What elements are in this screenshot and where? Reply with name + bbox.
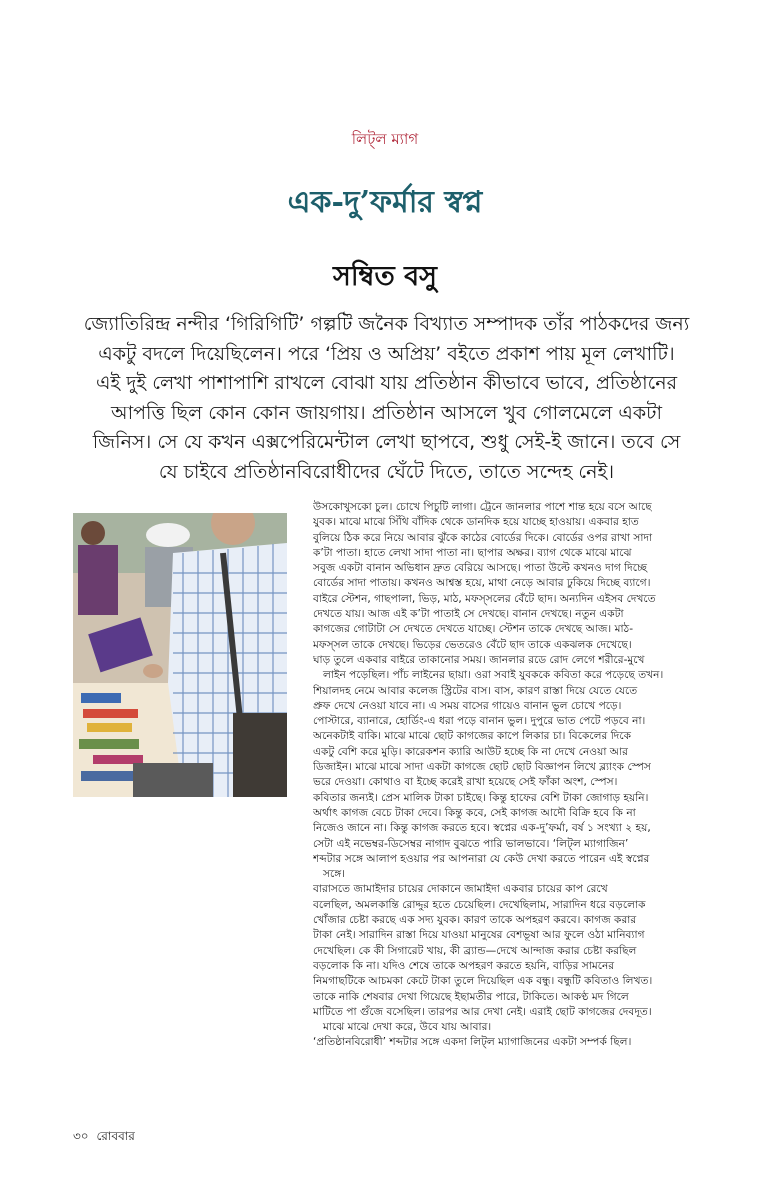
body-line: অর্থাৎ কাগজ বেচে টাকা দেবে। কিন্তু কবে, সেই কাগজ আদৌ বিক্রি হবে কি না — [313, 806, 636, 819]
intro-line: জিনিস। সে যে কখন এক্সপেরিমেন্টাল লেখা ছাপবে, শুধু সেই-ই জানে। তবে সে — [92, 431, 681, 453]
body-line: দেখতে যায়। আজ এই ক’টা পাতাই সে দেখছে। বানান দেখছে। নতুন একটা — [313, 608, 624, 621]
body-line: বুলিয়ে ঠিক করে নিয়ে আবার ঝুঁকে কাঠের বোর্ডের দিকে। বোর্ডের ওপর রাখা সাদা — [313, 531, 653, 544]
body-line: বলেছিল, অমলকান্তি রোদ্দুর হতে চেয়েছিল। দেখেছিলাম, সারাদিন ধরে বড়লোক — [313, 898, 646, 911]
body-line: বাইরে স্টেশন, গাছপালা, ভিড়, মাঠ, মফস্‌সলের বেঁটে ছাদ। অন্যদিন এইসব দেখতে — [313, 592, 656, 605]
photo-illustration — [73, 513, 287, 797]
body-line: শব্দটার সঙ্গে আলাপ হওয়ার পর আপনারা যে কেউ দেখা করতে পারেন এই স্বপ্নের — [313, 852, 650, 865]
body-line: সবুজ একটা বানান অভিধান দ্রুত বেরিয়ে আসছে। পাতা উল্টে কখনও দাগ দিচ্ছে — [313, 562, 648, 575]
body-line: টাকা নেই। সারাদিন রাস্তা দিয়ে যাওয়া মানুষের বেশভূষা আর ফুলে ওঠা মানিব্যাগ — [313, 929, 645, 942]
article-body — [313, 500, 708, 1051]
body-line: অনেকটাই বাকি। মাঝে মাঝে ছোট কাগজের কাপে লিকার চা। বিকেলের দিকে — [313, 730, 631, 743]
intro-line: আপত্তি ছিল কোন কোন জায়গায়। প্রতিষ্ঠান আসলে খুব গোলমেলে একটা — [111, 401, 662, 424]
body-line: মফস্‌সল তাকে দেখছে। ভিড়ের ভেতরেও বেঁটে ছাদ তাকে একঝলক দেখেছে। — [313, 638, 632, 651]
body-line: নিজেও জানে না। কিন্তু কাগজ করতে হবে। স্বপ্নের এক-দু’ফর্মা, বর্ষ ১ সংখ্যা ২ হয়, — [313, 822, 651, 835]
body-line: লাইন পড়েছিল। পাঁচ লাইনের ছায়া। ওরা সবাই যুবককে কবিতা করে পড়েছে তখন। — [323, 669, 664, 682]
photo-hand — [143, 664, 163, 678]
intro-line: একটু বদলে দিয়েছিলেন। পরে ‘প্রিয় ও অপ্রিয়’ বইতে প্রকাশ পায় মূল লেখাটি। — [98, 342, 675, 365]
body-line: শিয়ালদহ নেমে আবার কলেজ স্ট্রিটের বাস। বাস, কারণ রাস্তা দিয়ে যেতে যেতে — [313, 684, 638, 697]
body-line: যুবক। মাঝে মাঝে সিঁথি বাঁদিক থেকে ডানদিক হয়ে যাচ্ছে হাওয়ায়। একবার হাত — [313, 516, 639, 529]
photo-book — [87, 723, 132, 732]
body-line: ঘাড় তুলে একবার বাইরে তাকানোর সময়। জানলার রডে রোদ লেগে শরীরে-মুখে — [313, 653, 645, 666]
magazine-name: রোববার — [96, 1129, 135, 1143]
intro-paragraph — [74, 310, 699, 487]
body-line: নিমগাছটিকে আচমকা কেটে টাকা তুলে দিয়েছিল এক বন্ধু। বন্ধুটি কবিতাও লিখত। — [313, 975, 653, 988]
body-line: মাটিতে পা গুঁজে বসেছিল। তারপর আর দেখা নেই। এরাই ছোট কাগজের দেবদূত। — [313, 1005, 652, 1018]
author-name: সম্বিত বসু — [333, 261, 437, 292]
body-line: একটু বেশি করে মুড়ি। কারেকশন ক্যারি আউট হচ্ছে কি না দেখে নেওয়া আর — [313, 745, 628, 758]
page-footer — [73, 1128, 139, 1148]
intro-line: যে চাইবে প্রতিষ্ঠানবিরোধীদের ঘেঁটে দিতে, তাতে সন্দেহ নেই। — [158, 460, 615, 483]
book-fair-photo — [73, 513, 287, 797]
body-line: ক’টা পাতা। হাতে লেখা সাদা পাতা না। ছাপার অক্ষর। ব্যাগ থেকে মাঝে মাঝে — [313, 546, 632, 559]
body-line: পোস্টারে, ব্যানারে, হোর্ডিং-এ ধরা পড়ে বানান ভুল। দুপুরে ভাত পেটে পড়বে না। — [313, 715, 646, 728]
intro-line: জ্যোতিরিন্দ্র নন্দীর ‘গিরিগিটি’ গল্পটি জনৈক বিখ্যাত সম্পাদক তাঁর পাঠকদের জন্য — [83, 313, 690, 335]
body-line: প্রুফ দেখে নেওয়া যাবে না। এ সময় বাসের গায়েও বানান ভুল চোখে পড়ে। — [313, 699, 622, 712]
photo-bag — [233, 713, 287, 797]
photo-book — [79, 739, 139, 749]
section-label: লিট্‌ল ম্যাগ — [351, 130, 419, 148]
body-line: ‘প্রতিষ্ঠানবিরোধী’ শব্দটার সঙ্গে একদা লিট্‌ল ম্যাগাজিনের একটা সম্পর্ক ছিল। — [313, 1036, 632, 1049]
page-number: ৩০ — [73, 1129, 89, 1143]
photo-person-body — [78, 545, 118, 615]
body-line: ভরে দেওয়া। কোথাও বা ইচ্ছে করেই রাখা হয়েছে সেই ফাঁকা অংশ, স্পেস। — [313, 776, 618, 789]
photo-book — [83, 709, 138, 718]
article-title: এক-দু’ফর্মার স্বপ্ন — [287, 185, 483, 220]
body-line: কবিতার জন্যই। প্রেস মালিক টাকা চাইছে। কিন্তু হাফের বেশি টাকা জোগাড় হয়নি। — [313, 791, 649, 804]
body-line: কাগজের গোটাটা সে দেখতে দেখতে যাচ্ছে। স্টেশন তাকে দেখছে আজ। মাঠ- — [313, 623, 634, 636]
photo-trousers — [133, 763, 213, 797]
body-line: মাঝে মাঝে দেখা করে, উবে যায় আবার। — [323, 1021, 492, 1034]
body-line: বোর্ডের সাদা পাতায়। কখনও আশ্বস্ত হয়ে, মাথা নেড়ে আবার ঢুকিয়ে দিচ্ছে ব্যাগে। — [313, 577, 651, 590]
body-line: সেটা এই নভেম্বর-ডিসেম্বর নাগাদ বুঝতে পারি ভালভাবে। ‘লিট্‌ল ম্যাগাজিন’ — [313, 837, 629, 850]
photo-book — [81, 693, 121, 703]
body-line: ডিজাইন। মাঝে মাঝে সাদা একটা কাগজে ছোট ছোট বিজ্ঞাপন লিখে ব্ল্যাংক স্পেস — [313, 761, 651, 774]
body-line: দেখেছিল। কে কী সিগারেট খায়, কী ব্র্যান্ড—দেখে আন্দাজ করার চেষ্টা করছিল — [313, 944, 637, 957]
body-line: উসকোখুসকো চুল। চোখে পিচুটি লাগা। ট্রেনে জানলার পাশে শান্ত হয়ে বসে আছে — [313, 501, 652, 513]
body-line: বড়লোক কি না। যদিও শেষে তাকে অপহরণ করতে হয়নি, বাড়ির সামনের — [313, 959, 615, 972]
body-line: সঙ্গে। — [323, 868, 346, 881]
body-line: তাকে নাকি শেষবার দেখা গিয়েছে ইছামতীর পারে, টাকিতে। আকণ্ঠ মদ গিলে — [313, 990, 629, 1003]
body-line: খোঁজার চেষ্টা করছে এক সদ্য যুবক। কারণ তাকে অপহরণ করবে। কাগজ করার — [313, 914, 637, 927]
body-line: বারাসতে জামাইদার চায়ের দোকানে জামাইদা একবার চায়ের কাপ রেখে — [313, 883, 608, 896]
photo-white-cap — [146, 523, 190, 547]
photo-person-head — [81, 521, 105, 545]
intro-line: এই দুই লেখা পাশাপাশি রাখলে বোঝা যায় প্রতিষ্ঠান কীভাবে ভাবে, প্রতিষ্ঠানের — [95, 372, 678, 394]
photo-book — [93, 755, 143, 764]
